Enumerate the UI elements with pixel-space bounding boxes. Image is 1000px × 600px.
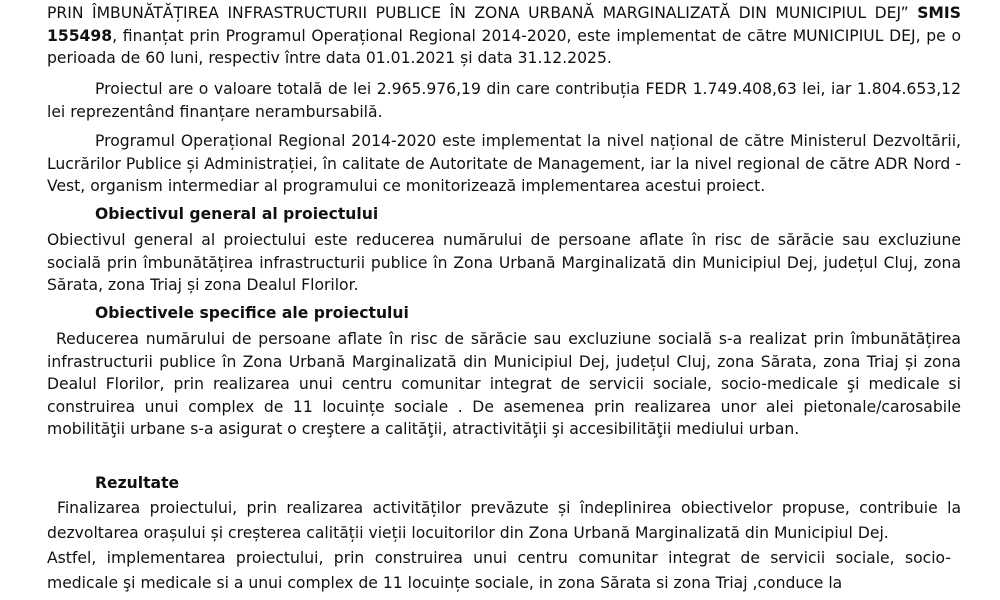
specific-objectives-text: Reducerea numărului de persoane aflate în risc de sărăcie sau excluziune socială s-a realizat prin îmbunătățirea infrastructurii publice în Zona Urbană Marginalizată din Municipiul Dej, județul Cluj, zona Sărata, zona Triaj și zona Dealul Florilor, prin realizarea unui centru comunitar integrat de servicii sociale, socio-medicale şi medicale si construirea unui complex de 11 locuințe sociale . De asemenea prin realizarea unor alei pietonale/carosabile mobilităţii urbane s-a asigurat o creştere a calităţii, atractivităţii şi accesibilităţii mediului urban. [47,330,961,438]
program-paragraph: Programul Operațional Regional 2014-2020 este implementat la nivel național de către Ministerul Dezvoltării, Lucrărilor Publice și Administrației, în calitate de Autoritate de Management, iar la nivel regional de către ADR Nord -Vest, organism intermediar al programului ce monitorizează implementarea acestui proiect. [47,132,961,195]
results-heading: Rezultate [95,474,180,492]
results-line-4: medicale şi medicale si a unui complex de 11 locuințe sociale, in zona Sărata si zona Triaj ,conduce la [47,574,843,592]
intro-title-line: PRIN ÎMBUNĂTĂȚIREA INFRASTRUCTURII PUBLICE ÎN ZONA URBANĂ MARGINALIZATĂ DIN MUNICIPIUL DEJ” [47,4,909,22]
general-objective-text: Obiectivul general al proiectului este reducerea numărului de persoane aflate în risc de sărăcie sau excluziune socială prin îmbunătățirea infrastructurii publice în Zona Urbană Marginalizată din Municipiul Dej, județul Cluj, zona Sărata, zona Triaj și zona Dealul Florilor. [47,231,961,294]
general-objective-heading: Obiectivul general al proiectului [95,205,379,223]
results-line-2: dezvoltarea orașului și creșterea calității vieții locuitorilor din Zona Urbană Marginalizată din Municipiul Dej. [47,524,889,542]
smis-code: SMIS 155498 [47,4,961,45]
results-line-3: Astfel, implementarea proiectului, prin construirea unui centru comunitar integrat de servicii sociale, socio- [47,549,951,567]
project-value-paragraph: Proiectul are o valoare totală de lei 2.965.976,19 din care contribuția FEDR 1.749.408,63 lei, iar 1.804.653,12 lei reprezentând finanțare nerambursabilă. [47,80,961,121]
specific-objectives-heading: Obiectivele specifice ale proiectului [95,304,409,322]
intro-rest-text: , finanțat prin Programul Operațional Regional 2014-2020, este implementat de către MUNICIPIUL DEJ, pe o perioada de 60 luni, respectiv între data 01.01.2021 și data 31.12.2025. [47,26,961,67]
results-line-1: Finalizarea proiectului, prin realizarea activităților prevăzute și îndeplinirea obiectivelor propuse, contribuie la [57,499,961,517]
project-intro-paragraph [47,2,961,70]
